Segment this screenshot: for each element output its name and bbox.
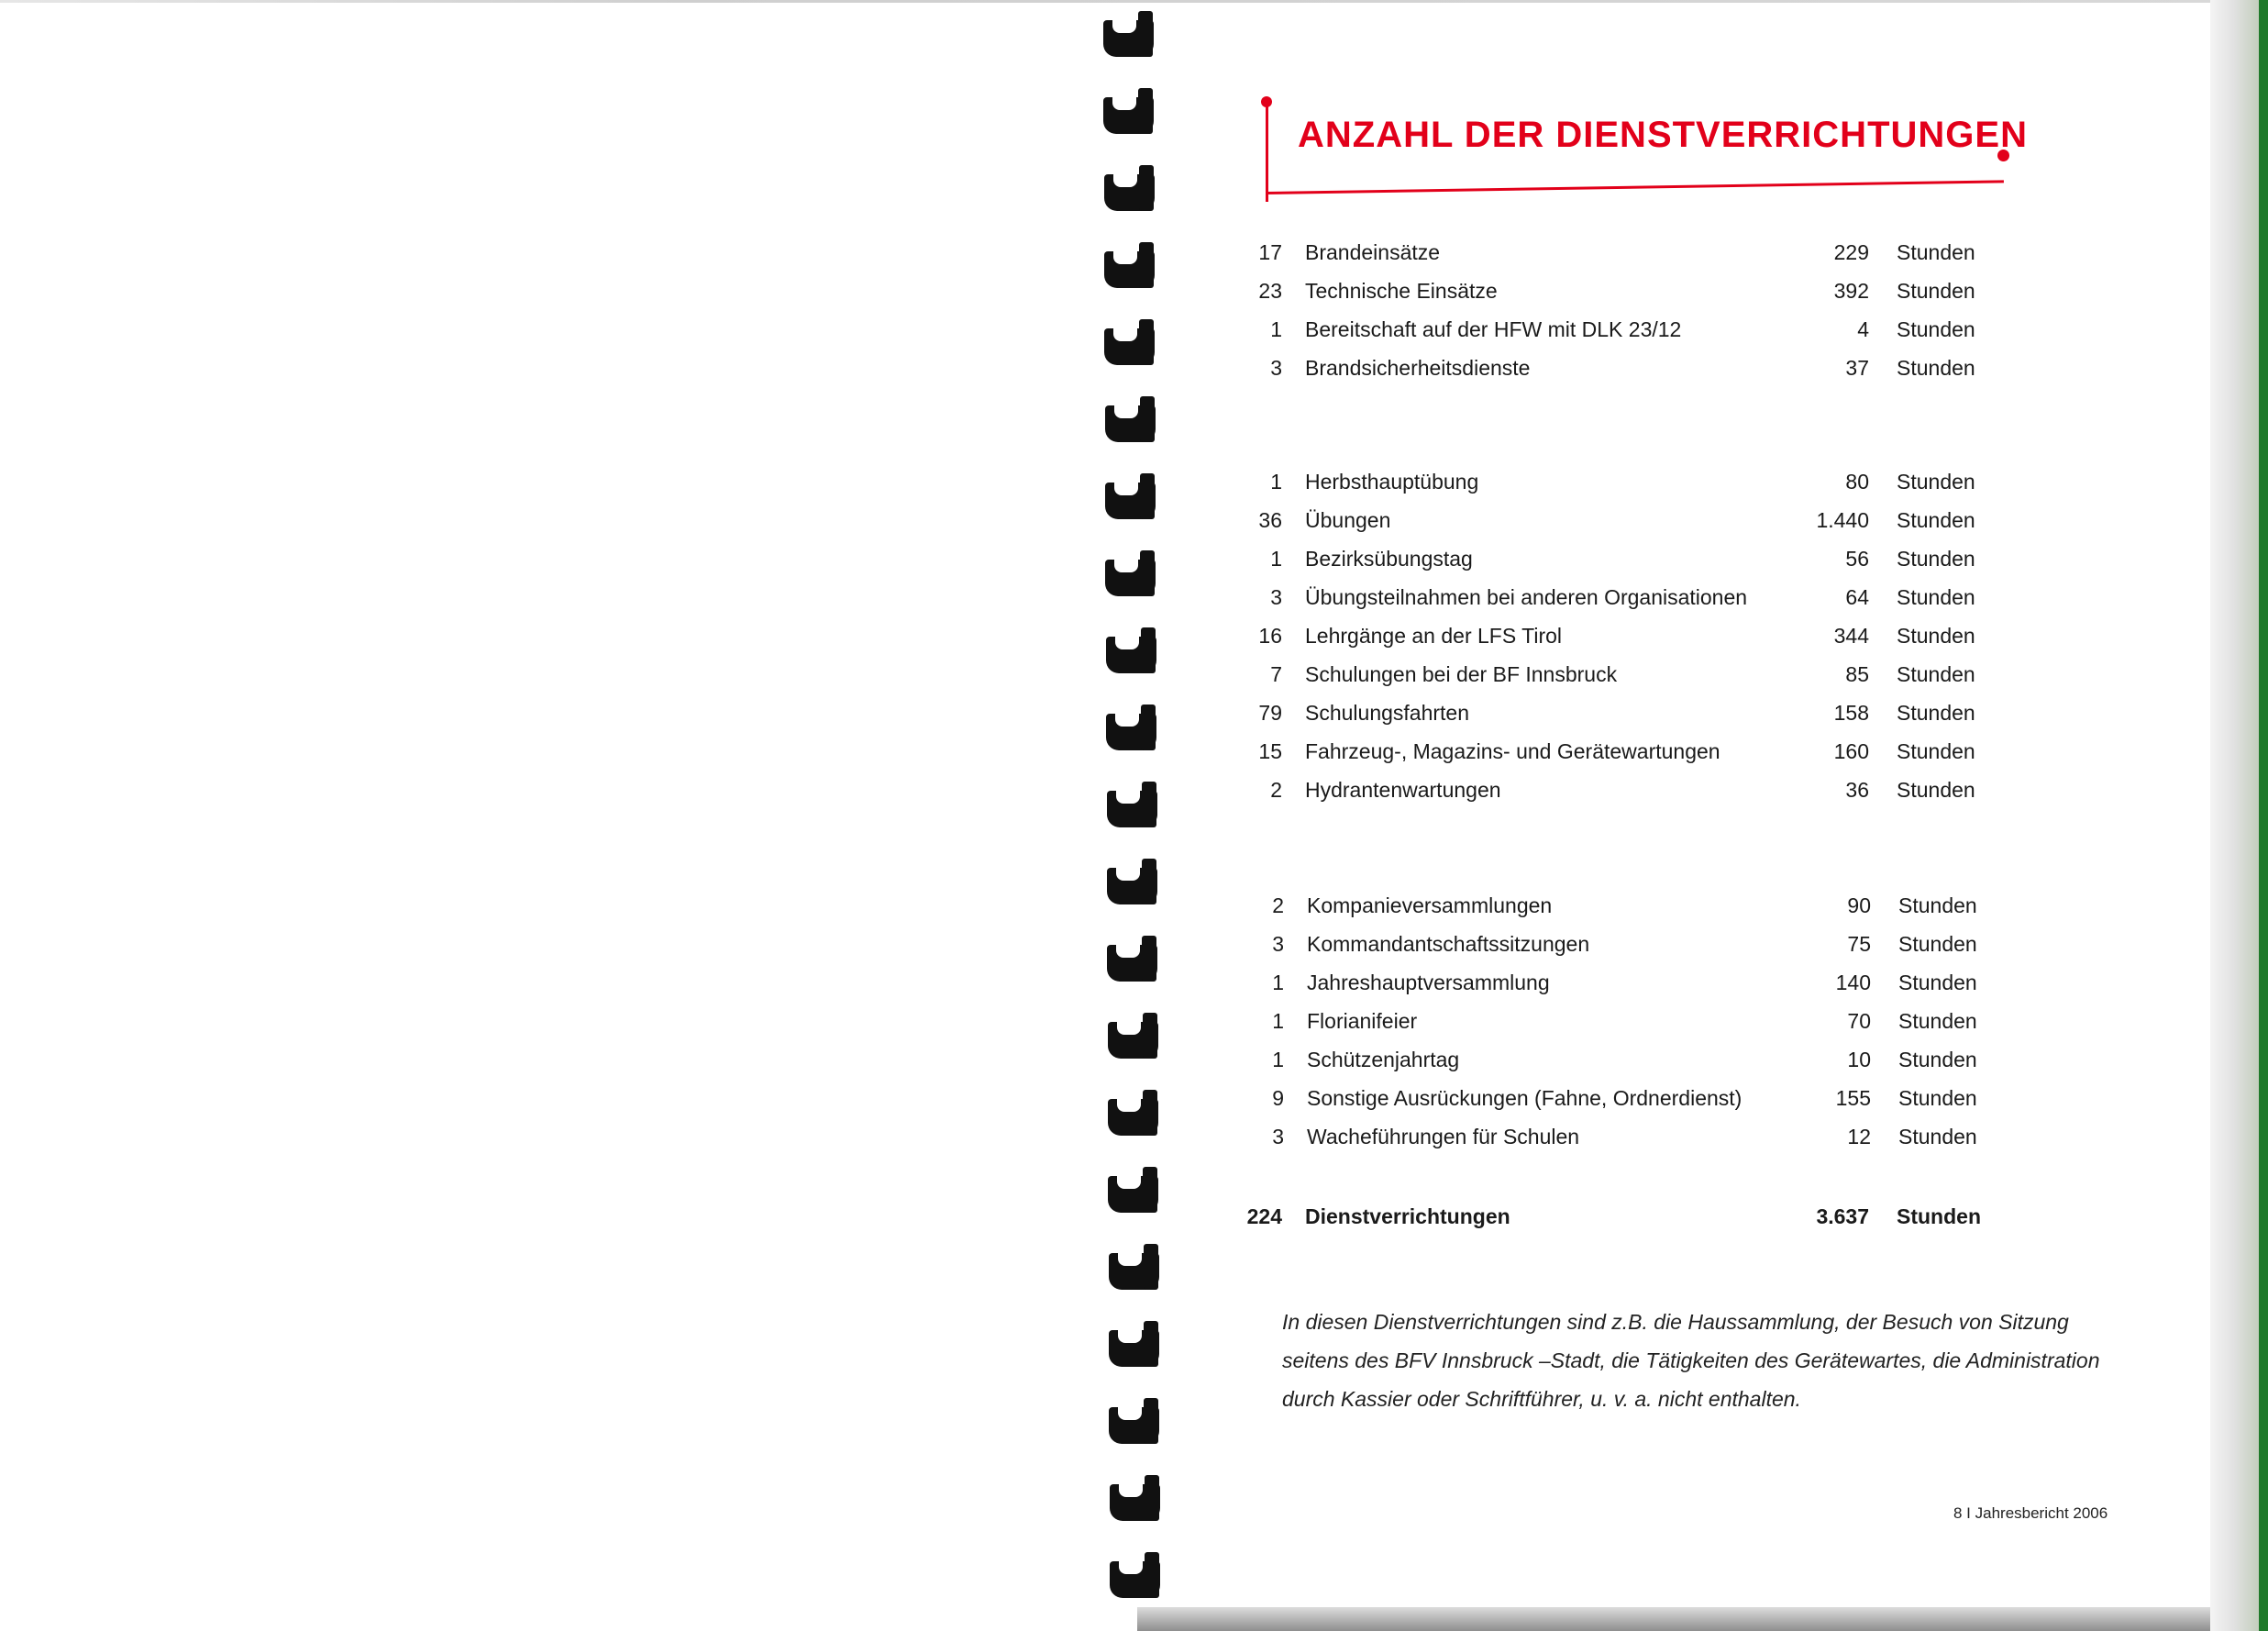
row-label: Schützenjahrtag [1307,1048,1460,1071]
binding-ring [1107,936,1157,982]
row-label: Florianifeier [1307,1009,1418,1033]
row-hours: 4 [1857,317,1869,341]
row-label: Technische Einsätze [1305,279,1498,303]
row-label: Wacheführungen für Schulen [1307,1125,1580,1148]
row-unit: Stunden [1898,1125,1977,1148]
row-count: 1 [1272,1009,1284,1033]
title-underline [1266,180,2004,194]
binding-ring [1105,550,1156,596]
binding-ring [1109,1321,1159,1367]
row-hours: 85 [1845,662,1869,686]
row-unit: Stunden [1897,470,1975,494]
row-label: Bereitschaft auf der HFW mit DLK 23/12 [1305,317,1682,341]
binding-ring [1103,11,1154,57]
footnote-text: In diesen Dienstverrichtungen sind z.B. die Haussammlung, der Besuch von Sitzung seitens des BFV Innsbruck –Stadt, die Tätigkeiten des Gerätewartes, die Administration durch Kassier oder Schriftführer, u. v. a. nicht enthalten. [1282,1310,2100,1411]
row-label: Schulungsfahrten [1305,701,1470,725]
binding-ring [1108,1090,1158,1136]
binding-ring [1110,1552,1160,1598]
row-hours: 344 [1833,624,1869,648]
row-count: 3 [1272,1125,1284,1148]
row-unit: Stunden [1898,971,1977,994]
binding-ring [1105,473,1156,519]
row-count: 36 [1258,508,1282,532]
binding-ring [1103,88,1154,134]
binding-ring [1108,1167,1158,1213]
binding-ring [1110,1475,1160,1521]
title-vertical-line [1266,104,1268,202]
row-label: Brandsicherheitsdienste [1305,356,1531,380]
row-label: Herbsthauptübung [1305,470,1479,494]
row-label: Übungen [1305,508,1391,532]
page-title: ANZAHL DER DIENSTVERRICHTUNGEN [1298,115,2028,155]
title-frame [1261,96,2028,202]
row-count: 1 [1272,1048,1284,1071]
row-label: Hydrantenwartungen [1305,778,1501,802]
row-count: 1 [1270,547,1282,571]
row-unit: Stunden [1897,356,1975,380]
row-count: 16 [1258,624,1282,648]
row-label: Jahreshauptversammlung [1307,971,1550,994]
binding-ring [1107,782,1157,827]
row-count: 3 [1270,356,1282,380]
row-unit: Stunden [1898,1086,1977,1110]
green-edge-strip [2259,0,2268,1631]
row-count: 1 [1272,971,1284,994]
row-label: Schulungen bei der BF Innsbruck [1305,662,1618,686]
row-hours: 155 [1835,1086,1871,1110]
row-hours: 75 [1847,932,1871,956]
row-label: Kommandantschaftssitzungen [1307,932,1590,956]
row-unit: Stunden [1897,317,1975,341]
row-unit: Stunden [1897,701,1975,725]
row-unit: Stunden [1897,508,1975,532]
row-unit: Stunden [1898,932,1977,956]
row-hours: 37 [1845,356,1869,380]
row-count: 15 [1258,739,1282,763]
binding-ring [1104,319,1155,365]
total-count: 224 [1246,1204,1282,1228]
row-label: Lehrgänge an der LFS Tirol [1305,624,1563,648]
row-unit: Stunden [1897,279,1975,303]
row-hours: 12 [1847,1125,1871,1148]
row-label: Bezirksübungstag [1305,547,1473,571]
binding-ring [1107,859,1157,904]
row-hours: 70 [1847,1009,1871,1033]
binding-ring [1105,396,1156,442]
binding-ring [1108,1013,1158,1059]
row-unit: Stunden [1897,624,1975,648]
scan-bottom-edge [1137,1607,2210,1631]
row-count: 1 [1270,470,1282,494]
binding-ring [1109,1398,1159,1444]
row-hours: 392 [1833,279,1869,303]
row-label: Sonstige Ausrückungen (Fahne, Ordnerdienst) [1307,1086,1742,1110]
binding-ring [1104,165,1155,211]
row-count: 3 [1272,932,1284,956]
total-label: Dienstverrichtungen [1305,1204,1510,1228]
row-hours: 1.440 [1816,508,1869,532]
row-unit: Stunden [1897,739,1975,763]
row-hours: 158 [1833,701,1869,725]
row-hours: 90 [1847,893,1871,917]
row-count: 2 [1270,778,1282,802]
row-count: 3 [1270,585,1282,609]
row-label: Kompanieversammlungen [1307,893,1553,917]
row-count: 17 [1258,240,1282,264]
row-unit: Stunden [1898,1009,1977,1033]
binding-ring [1106,627,1156,673]
total-unit: Stunden [1897,1204,1981,1228]
row-hours: 36 [1845,778,1869,802]
row-hours: 56 [1845,547,1869,571]
binding-ring [1104,242,1155,288]
row-label: Brandeinsätze [1305,240,1441,264]
row-label: Fahrzeug-, Magazins- und Gerätewartungen [1305,739,1720,763]
row-unit: Stunden [1897,547,1975,571]
row-count: 23 [1258,279,1282,303]
left-blank-page [0,3,1114,1631]
row-count: 7 [1270,662,1282,686]
page-footer: 8 I Jahresbericht 2006 [1953,1504,2108,1522]
row-label: Übungsteilnahmen bei anderen Organisationen [1305,585,1748,609]
spiral-binding [1096,0,1165,1631]
row-hours: 64 [1845,585,1869,609]
scan-right-edge [2210,0,2268,1631]
row-count: 1 [1270,317,1282,341]
row-unit: Stunden [1897,240,1975,264]
row-unit: Stunden [1897,585,1975,609]
row-hours: 140 [1835,971,1871,994]
row-unit: Stunden [1897,662,1975,686]
binding-ring [1106,705,1156,750]
total-hours: 3.637 [1816,1204,1869,1228]
row-count: 9 [1272,1086,1284,1110]
row-count: 79 [1258,701,1282,725]
row-hours: 80 [1845,470,1869,494]
row-hours: 160 [1833,739,1869,763]
binding-ring [1109,1244,1159,1290]
row-unit: Stunden [1898,893,1977,917]
row-hours: 229 [1833,240,1869,264]
row-unit: Stunden [1898,1048,1977,1071]
row-unit: Stunden [1897,778,1975,802]
row-count: 2 [1272,893,1284,917]
row-hours: 10 [1847,1048,1871,1071]
